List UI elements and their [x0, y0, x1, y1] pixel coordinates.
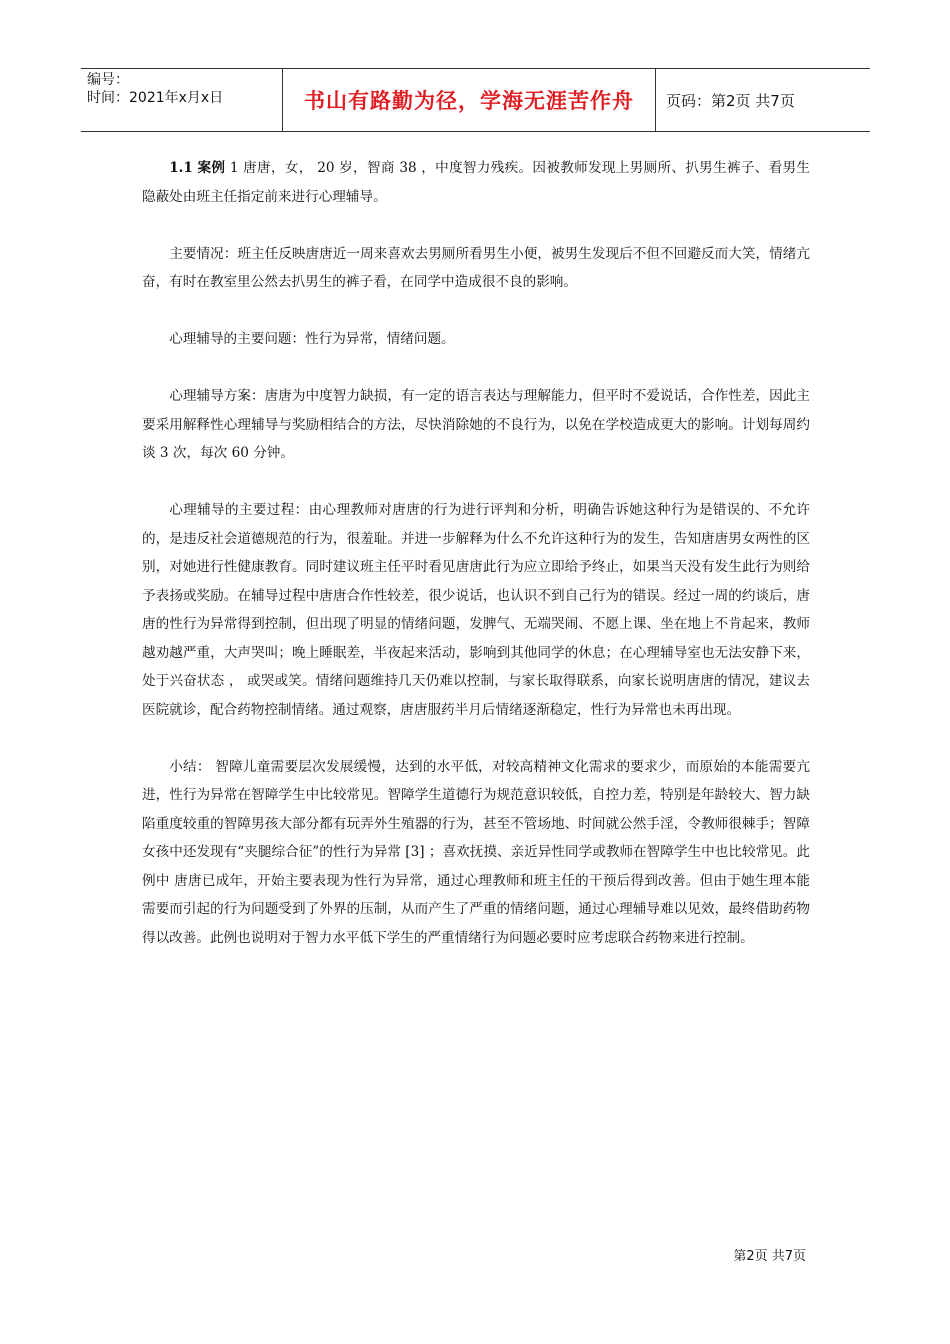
case-label: 案例	[197, 160, 226, 176]
document-number-label: 编号：	[87, 72, 129, 88]
summary-paragraph: 小结： 智障儿童需要层次发展缓慢，达到的水平低，对较高精神文化需求的要求少，而原始的本能需要亢进，性行为异常在智障学生中比较常见。智障学生道德行为规范意识较低，自控力差，特别是年龄较大、智力缺陷重度较重的智障男孩大部分都有玩弄外生殖器的行为，甚至不管场地、时间就公然手淫，令教师很棘手；智障女孩中还发现有“夹腿综合征”的性行为异常 [3] ；喜欢抚摸、亲近异性同学或教师在智障学生中也比较常见。此例中 唐唐已成年，开始主要表现为性行为异常，通过心理教师和班主任的干预后得到改善。但由于她生理本能需要而引起的行为问题受到了外界的压制，从而产生了严重的情绪问题，通过心理辅导难以见效，最终借助药物得以改善。此例也说明对于智力水平低下学生的严重情绪行为问题必要时应考虑联合药物来进行控制。	[142, 758, 810, 946]
header-page-number: 页码：第2页 共7页	[666, 91, 795, 110]
case-number: 1.1	[169, 160, 193, 176]
document-date: 时间：2021年x月x日	[87, 90, 224, 106]
counseling-process-paragraph: 心理辅导的主要过程：由心理教师对唐唐的行为进行评判和分析，明确告诉她这种行为是错误的、不允许的，是违反社会道德规范的行为，很羞耻。并进一步解释为什么不允许这种行为的发生，告知唐唐男女两性的区别，对她进行性健康教育。同时建议班主任平时看见唐唐此行为应立即给予终止，如果当天没有发生此行为则给予表扬或奖励。在辅导过程中唐唐合作性较差，很少说话，也认识不到自己行为的错误。经过一周的约谈后，唐唐的性行为异常得到控制，但出现了明显的情绪问题，发脾气、无端哭闹、不愿上课、坐在地上不肯起来，教师越劝越严重，大声哭叫；晚上睡眠差，半夜起来活动，影响到其他同学的休息；在心理辅导室也无法安静下来，处于兴奋状态 ， 或哭或笑。情绪问题维持几天仍难以控制，与家长取得联系，向家长说明唐唐的情况，建议去医院就诊，配合药物控制情绪。通过观察，唐唐服药半月后情绪逐渐稳定，性行为异常也未再出现。	[142, 502, 810, 718]
header-motto: 书山有路勤为径，学海无涯苦作舟	[283, 69, 656, 131]
main-problem-paragraph: 心理辅导的主要问题：性行为异常，情绪问题。	[169, 331, 455, 347]
case-intro-paragraph	[142, 154, 810, 211]
main-situation-paragraph: 主要情况：班主任反映唐唐近一周来喜欢去男厕所看男生小便，被男生发现后不但不回避反而大笑，情绪亢奋，有时在教室里公然去扒男生的裤子看，在同学中造成很不良的影响。	[142, 245, 810, 290]
document-body	[142, 154, 810, 981]
page-footer: 第2页 共7页	[733, 1249, 806, 1264]
counseling-plan-paragraph: 心理辅导方案：唐唐为中度智力缺损，有一定的语言表达与理解能力，但平时不爱说话，合作性差，因此主要采用解释性心理辅导与奖励相结合的方法，尽快消除她的不良行为，以免在学校造成更大的影响。计划每周约谈 3 次，每次 60 分钟。	[142, 388, 810, 461]
case-intro-text: 1 唐唐，女， 20 岁，智商 38 ，中度智力残疾。因被教师发现上男厕所、扒男生裤子、看男生隐蔽处由班主任指定前来进行心理辅导。	[142, 160, 811, 205]
header-meta	[81, 69, 283, 131]
page-header	[81, 68, 870, 132]
